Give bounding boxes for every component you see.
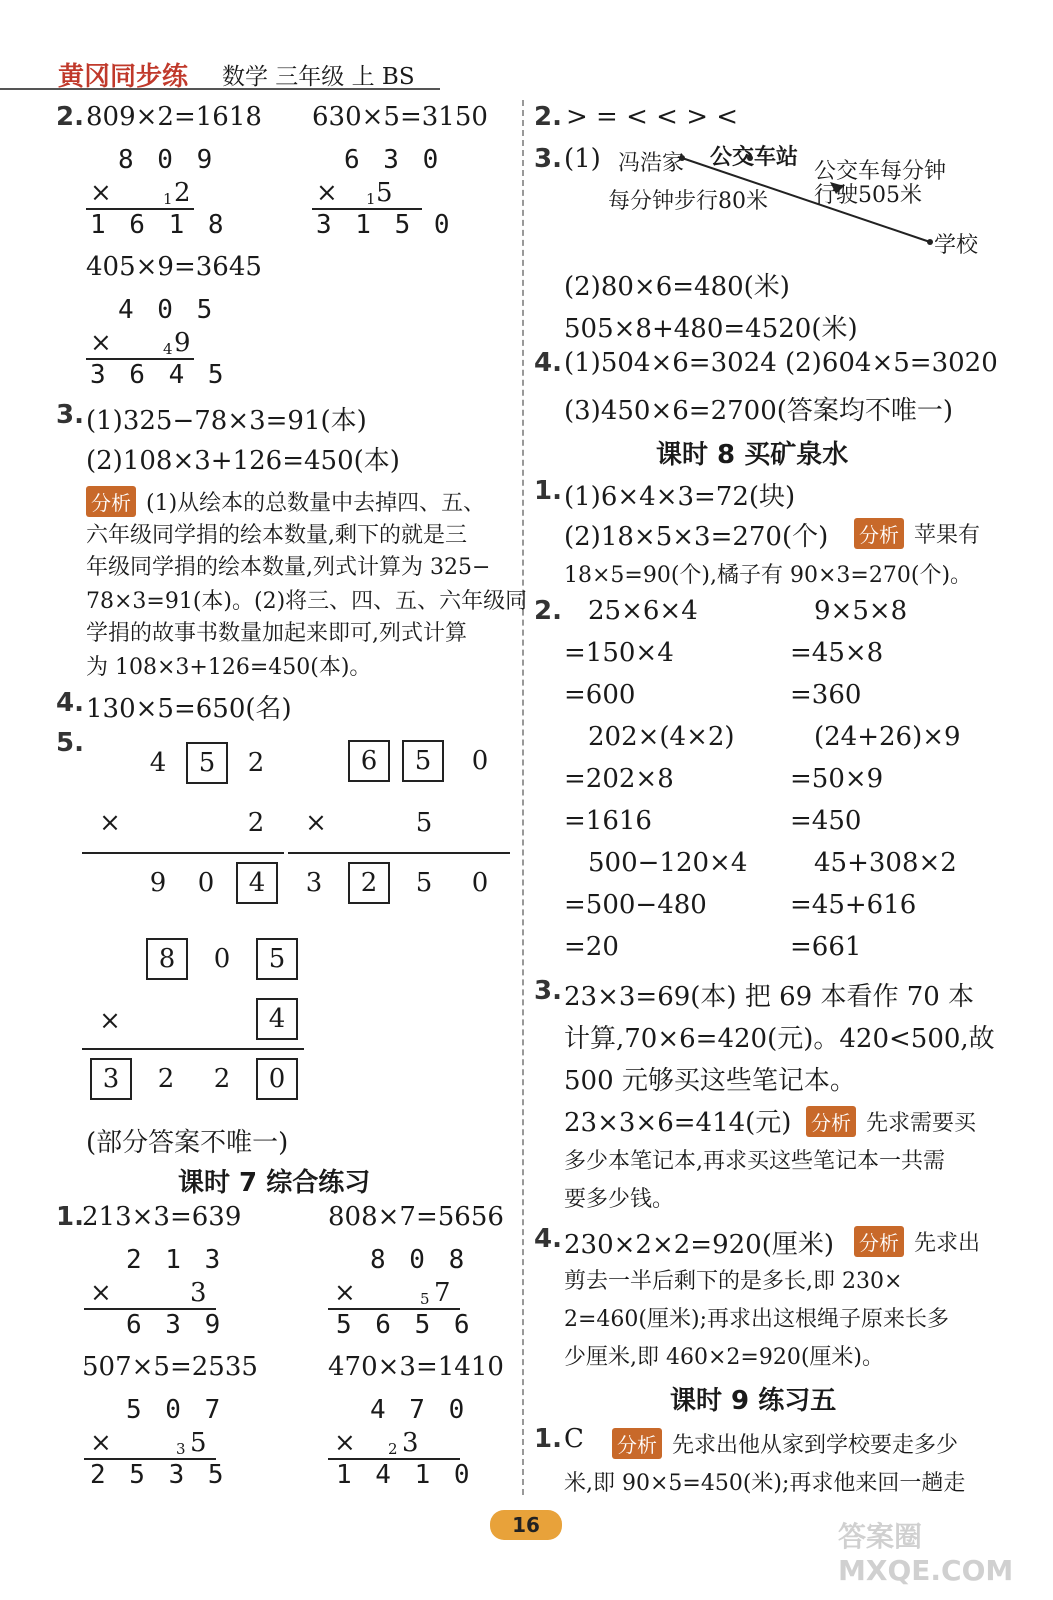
- q3-answer-1: (1)325−78×3=91(本): [86, 406, 367, 436]
- q5c-res-2: 2: [157, 1064, 175, 1094]
- l7-d-times: ×: [334, 1428, 356, 1458]
- l9-q1-analysis-badge: 分析: [612, 1428, 662, 1459]
- l9-q1-label: 1.: [534, 1424, 562, 1454]
- l7-b-top: 8 0 8: [370, 1245, 469, 1275]
- l8-q3-analysis-badge: 分析: [806, 1106, 856, 1137]
- map-bus-speed-1: 公交车每分钟: [814, 159, 947, 184]
- map-bus-stop: 公交车站: [710, 144, 799, 170]
- q2b-top: 6 3 0: [344, 145, 443, 175]
- q5c-times: ×: [99, 1006, 121, 1036]
- analysis-badge: 分析: [86, 486, 136, 517]
- calc-cell: (24+26)×9: [814, 722, 961, 752]
- calc-cell: =1616: [564, 806, 652, 836]
- column-divider: [522, 100, 524, 1495]
- lesson-8-title: 课时 8 买矿泉水: [656, 440, 849, 470]
- l7-c-times: ×: [90, 1428, 112, 1458]
- q2-label: 2.: [56, 102, 84, 132]
- q5b-multiplier: 5: [415, 808, 433, 838]
- map-home: 冯浩家: [618, 151, 685, 176]
- q5c-digit-2: 0: [213, 944, 231, 974]
- q5a-multiplier: 2: [247, 808, 265, 838]
- l8-q1-2: (2)18×5×3=270(个): [564, 522, 829, 552]
- calc-cell: =600: [564, 680, 636, 710]
- q2b-digit: 5: [376, 178, 393, 208]
- q5a-digit-3: 2: [247, 748, 265, 778]
- q5c-line: [82, 1048, 304, 1050]
- q5b-box-2: 5: [402, 740, 444, 782]
- q2a-carry: 1: [163, 190, 173, 208]
- q5b-line: [288, 852, 510, 854]
- q5-label: 5.: [56, 728, 84, 758]
- l8-q1-label: 1.: [534, 476, 562, 506]
- q2a-result: 1 6 1 8: [90, 210, 228, 240]
- r-q2-answers: > = < < > <: [566, 102, 739, 132]
- l7-d-top: 4 7 0: [370, 1395, 469, 1425]
- l8-q1-analysis-2: 18×5=90(个),橘子有 90×3=270(个)。: [564, 563, 973, 588]
- q2c-result: 3 6 4 5: [90, 360, 228, 390]
- q5c-box-3: 5: [256, 938, 298, 980]
- l8-q1-1: (1)6×4×3=72(块): [564, 482, 796, 512]
- l7-a-equation: 213×3=639: [82, 1202, 242, 1232]
- q5b-times: ×: [305, 808, 327, 838]
- q2a-equation: 809×2=1618: [86, 102, 262, 132]
- q5b-res-1: 3: [305, 868, 323, 898]
- q5a-res-box: 4: [236, 862, 278, 904]
- l7-d-equation: 470×3=1410: [328, 1352, 504, 1382]
- l7-d-carry: 2: [388, 1440, 398, 1458]
- q5c-res-3: 2: [213, 1064, 231, 1094]
- q5c-multiplier-box: 4: [256, 998, 298, 1040]
- calc-cell: =20: [564, 932, 619, 962]
- r-q3-2b: 505×8+480=4520(米): [564, 314, 858, 344]
- r-q4-a: (1)504×6=3024 (2)604×5=3020: [564, 348, 998, 378]
- q2c-carry: 4: [163, 340, 173, 358]
- q5a-res-2: 0: [197, 868, 215, 898]
- r-q3-2a: (2)80×6=480(米): [564, 272, 790, 302]
- calc-cell: =661: [790, 932, 862, 962]
- page-number: 16: [512, 1513, 540, 1537]
- watermark: 答案圈 MXQE.COM: [838, 1520, 1014, 1587]
- l8-q3-analysis-2: 多少本笔记本,再求买这些笔记本一共需: [564, 1149, 945, 1174]
- lesson-9-title: 课时 9 练习五: [670, 1386, 837, 1416]
- q5a-box-1: 5: [186, 742, 228, 784]
- q3-analysis-line2: 六年级同学捐的绘本数量,剩下的就是三: [86, 523, 467, 548]
- l7-a-result: 6 3 9: [126, 1310, 225, 1340]
- l7-b-equation: 808×7=5656: [328, 1202, 504, 1232]
- calc-cell: =202×8: [564, 764, 674, 794]
- l7-c-digit: 5: [190, 1428, 207, 1458]
- l9-q1-analysis-2: 米,即 90×5=450(米);再求他来回一趟走: [564, 1471, 966, 1496]
- q2b-equation: 630×5=3150: [312, 102, 488, 132]
- l8-q4-analysis-4: 少厘米,即 460×2=920(厘米)。: [564, 1345, 884, 1370]
- l9-q1-analysis-1: 先求出他从家到学校要走多少: [672, 1433, 959, 1458]
- q3-label: 3.: [56, 400, 84, 430]
- q5-note: (部分答案不唯一): [86, 1128, 289, 1158]
- l8-q1-analysis-1: 苹果有: [914, 523, 981, 548]
- q5b-res-4: 0: [471, 868, 489, 898]
- q5b-box-1: 6: [348, 740, 390, 782]
- l7-q1-label: 1.: [56, 1202, 84, 1232]
- brand-logo: 黄冈同步练: [58, 62, 189, 92]
- l7-a-top: 2 1 3: [126, 1245, 225, 1275]
- page-number-badge: [490, 1510, 562, 1540]
- r-q3-label: 3.: [534, 144, 562, 174]
- l7-a-times: ×: [90, 1278, 112, 1308]
- calc-cell: =45×8: [790, 638, 884, 668]
- l7-c-equation: 507×5=2535: [82, 1352, 258, 1382]
- l8-q3-line2: 计算,70×6=420(元)。420<500,故: [564, 1024, 995, 1054]
- l7-d-result: 1 4 1 0: [336, 1460, 474, 1490]
- l8-q4-analysis-3: 2=460(厘米);再求出这根绳子原来长多: [564, 1307, 950, 1332]
- l8-q4-analysis-1: 先求出: [914, 1231, 981, 1256]
- q2c-top: 4 0 5: [118, 295, 217, 325]
- q3-analysis-line4: 78×3=91(本)。(2)将三、四、五、六年级同: [86, 589, 528, 614]
- l7-c-result: 2 5 3 5: [90, 1460, 228, 1490]
- calc-cell: =150×4: [564, 638, 674, 668]
- q3-analysis-line5: 学捐的故事书数量加起来即可,列式计算: [86, 621, 467, 646]
- q5a-res-1: 9: [149, 868, 167, 898]
- q5c-box-1: 8: [146, 938, 188, 980]
- q2c-digit: 9: [174, 328, 191, 358]
- q4-label: 4.: [56, 688, 84, 718]
- l9-q1-answer: C: [564, 1424, 584, 1454]
- q4-answer: 130×5=650(名): [86, 694, 292, 724]
- map-school: 学校: [934, 233, 979, 258]
- q3-answer-2: (2)108×3+126=450(本): [86, 446, 400, 476]
- r-q4-b: (3)450×6=2700(答案均不唯一): [564, 396, 954, 426]
- q3-analysis-line6: 为 108×3+126=450(本)。: [86, 655, 372, 680]
- lesson-7-title: 课时 7 综合练习: [178, 1168, 371, 1198]
- school-point: [927, 239, 933, 245]
- l8-q4-line1: 230×2×2=920(厘米): [564, 1230, 834, 1260]
- q2a-times: ×: [90, 178, 112, 208]
- l7-c-carry: 3: [176, 1440, 186, 1458]
- l7-d-digit: 3: [402, 1428, 419, 1458]
- q3-analysis-line1: (1)从绘本的总数量中去掉四、五、: [146, 491, 486, 516]
- header-bar: [0, 56, 440, 90]
- q2b-result: 3 1 5 0: [316, 210, 454, 240]
- l7-a-digit: 3: [190, 1278, 207, 1308]
- header-underline: [0, 88, 440, 90]
- calc-cell: 25×6×4: [588, 596, 698, 626]
- calc-cell: =360: [790, 680, 862, 710]
- r-q4-label: 4.: [534, 348, 562, 378]
- calc-cell: 45+308×2: [814, 848, 957, 878]
- calc-cell: 500−120×4: [588, 848, 748, 878]
- l8-q4-analysis-2: 剪去一半后剩下的是多长,即 230×: [564, 1269, 903, 1294]
- l8-q2-label: 2.: [534, 596, 562, 626]
- q5b-res-3: 5: [415, 868, 433, 898]
- q2c-equation: 405×9=3645: [86, 252, 262, 282]
- calc-cell: 202×(4×2): [588, 722, 735, 752]
- l8-q3-line3: 500 元够买这些笔记本。: [564, 1066, 856, 1096]
- l8-q4-analysis-badge: 分析: [854, 1226, 904, 1257]
- l8-q3-analysis-3: 要多少钱。: [564, 1187, 675, 1212]
- calc-cell: =45+616: [790, 890, 917, 920]
- q5a-times: ×: [99, 808, 121, 838]
- q2a-top: 8 0 9: [118, 145, 217, 175]
- l7-b-carry: 5: [420, 1290, 430, 1308]
- q5b-res-box: 2: [348, 862, 390, 904]
- q2c-times: ×: [90, 328, 112, 358]
- l7-c-top: 5 0 7: [126, 1395, 225, 1425]
- q5a-line: [82, 852, 284, 854]
- r-q3-1-label: (1): [564, 144, 601, 174]
- q3-analysis-line3: 年级同学捐的绘本数量,列式计算为 325−: [86, 555, 491, 580]
- calc-cell: 9×5×8: [814, 596, 908, 626]
- q5b-digit-3: 0: [471, 746, 489, 776]
- l7-b-times: ×: [334, 1278, 356, 1308]
- map-walk: 每分钟步行80米: [608, 189, 768, 214]
- calc-cell: =50×9: [790, 764, 884, 794]
- q2b-times: ×: [316, 178, 338, 208]
- q5c-res-box-1: 3: [90, 1058, 132, 1100]
- q5a-digit-1: 4: [149, 748, 167, 778]
- r-q2-label: 2.: [534, 102, 562, 132]
- q2a-digit: 2: [174, 178, 191, 208]
- header-subject: 数学 三年级 上 BS: [222, 64, 415, 90]
- l8-q3-analysis-1: 先求需要买: [866, 1111, 977, 1136]
- calc-cell: =500−480: [564, 890, 707, 920]
- l8-q1-analysis-badge: 分析: [854, 518, 904, 549]
- q5c-res-box-4: 0: [256, 1058, 298, 1100]
- l8-q4-label: 4.: [534, 1224, 562, 1254]
- q2b-carry: 1: [366, 190, 376, 208]
- calc-cell: =450: [790, 806, 862, 836]
- l8-q3-line4: 23×3×6=414(元): [564, 1108, 792, 1138]
- l7-b-digit: 7: [434, 1278, 451, 1308]
- l8-q3-label: 3.: [534, 976, 562, 1006]
- l8-q3-line1: 23×3=69(本) 把 69 本看作 70 本: [564, 982, 975, 1012]
- l7-b-result: 5 6 5 6: [336, 1310, 474, 1340]
- map-bus-speed-2: 行驶505米: [814, 183, 922, 208]
